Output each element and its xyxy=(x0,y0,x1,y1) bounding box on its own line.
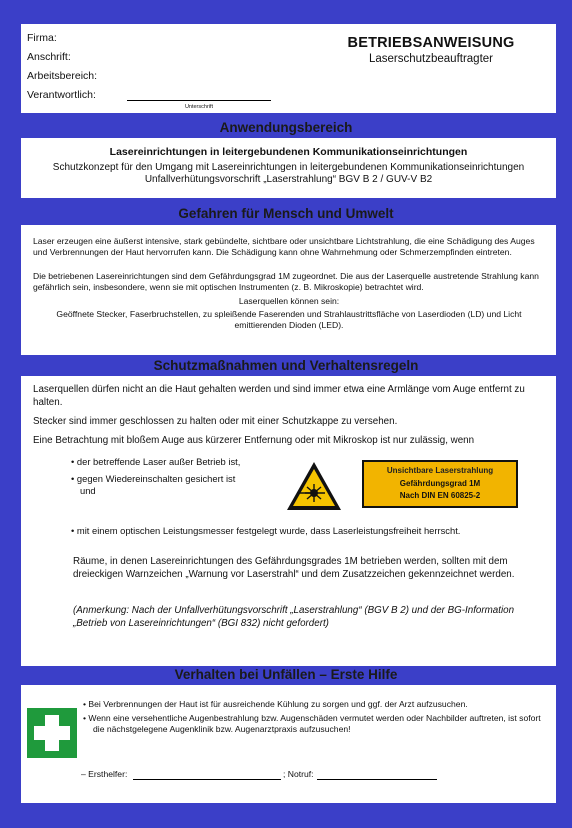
measure-bullet-2-cont: und xyxy=(80,485,96,496)
section-bar-anwendungsbereich: Anwendungsbereich xyxy=(219,120,353,135)
page-subtitle: Laserschutzbeauftragter xyxy=(368,53,494,65)
section-gefahren xyxy=(21,225,556,355)
first-aid-bullet-1: • Bei Verbrennungen der Haut ist für ausreichende Kühlung zu sorgen und ggf. der Arzt aufzusuchen. xyxy=(83,699,468,709)
scope-heading: Lasereinrichtungen in leitergebundenen Kommunikationseinrichtungen xyxy=(109,146,468,158)
arbeitsbereich-label: Arbeitsbereich: xyxy=(27,70,98,82)
measure-text-3: Eine Betrachtung mit bloßem Auge aus kürzerer Entfernung oder mit Mikroskop ist nur zulässig, wenn xyxy=(33,435,475,446)
scope-text xyxy=(31,162,546,186)
laser-warning-triangle-icon xyxy=(285,460,343,512)
laser-supplementary-label xyxy=(362,460,518,508)
scope-text-line1: Schutzkonzept für den Umgang mit Lasereinrichtungen in leitergebundenen Kommunikationseinrichtungen xyxy=(52,162,525,173)
measure-text-2: Stecker sind immer geschlossen zu halten oder mit einer Schutzkappe zu versehen. xyxy=(33,416,398,427)
signature-caption: Unterschrift xyxy=(184,104,214,110)
measure-text-1: Laserquellen dürfen nicht an die Haut gehalten werden und sind immer etwa eine Armlänge vom Auge entfernt zu halten. xyxy=(33,384,525,408)
anschrift-label: Anschrift: xyxy=(27,51,71,63)
section-anwendungsbereich xyxy=(21,138,556,198)
header-box xyxy=(21,24,556,113)
section-erste-hilfe xyxy=(21,685,556,803)
section-bar-schutzmassnahmen: Schutzmaßnahmen und Verhaltensregeln xyxy=(153,358,419,373)
laser-label-line-3: Nach DIN EN 60825-2 xyxy=(399,491,481,500)
hazard-paragraph-1: Laser erzeugen eine äußerst intensive, stark gebündelte, sichtbare oder unsichtbare Lichtstrahlung, die eine Schädigung des Auges und Verbrennungen der Haut hervorrufen kann. Die Schädigung kann ohne Wahrnehmung oder Schmerzempfinden eintreten. xyxy=(33,236,535,257)
measure-bullet-1: • der betreffende Laser außer Betrieb ist, xyxy=(71,456,241,467)
laser-label-line-2: Gefährdungsgrad 1M xyxy=(399,478,481,488)
ersthelfer-line xyxy=(133,779,281,780)
ersthelfer-label: – Ersthelfer: xyxy=(81,769,128,779)
measure-note: (Anmerkung: Nach der Unfallverhütungsvorschrift „Laserstrahlung“ (BGV B 2) und der BG-Information „Betrieb von Lasereinrichtungen“ (BGI 832) nicht gefordert) xyxy=(73,605,515,629)
section-bar-gefahren: Gefahren für Mensch und Umwelt xyxy=(178,206,394,221)
notruf-label: ; Notruf: xyxy=(283,769,314,779)
first-aid-bullet-2: • Wenn eine versehentliche Augenbestrahlung bzw. Augenschäden vermutet werden oder Nachbilder auftreten, ist sofort die nächstgelegene Augenklinik bzw. Augenarztpraxis aufzusuchen! xyxy=(83,713,541,734)
firma-label: Firma: xyxy=(27,32,57,44)
page-title: BETRIEBSANWEISUNG xyxy=(347,35,515,51)
verantwortlich-label: Verantwortlich: xyxy=(27,89,96,101)
measure-text-4: Räume, in denen Lasereinrichtungen des Gefährdungsgrades 1M betrieben werden, sollten mit dem dreieckigen Warnzeichen „Warnung vor Laserstrahl“ und dem Zusatzzeichen gekennzeichnet werden. xyxy=(73,556,515,580)
hazard-sources-heading: Laserquellen können sein: xyxy=(238,296,340,306)
section-bar-erste-hilfe: Verhalten bei Unfällen – Erste Hilfe xyxy=(174,667,398,682)
signature-line xyxy=(127,100,271,101)
section-schutzmassnahmen xyxy=(21,376,556,666)
hazard-sources-list: Geöffnete Stecker, Faserbruchstellen, zu spleißende Faserenden und Strahlaustrittsfläche von Laserdioden (LD) und Licht emittierenden Dioden (LED). xyxy=(56,309,522,330)
measure-bullet-2: • gegen Wiedereinschalten gesichert ist xyxy=(71,473,236,484)
scope-text-line2: Unfallverhütungsvorschrift „Laserstrahlung“ BGV B 2 / GUV-V B2 xyxy=(144,174,433,185)
hazard-paragraph-2: Die betriebenen Lasereinrichtungen sind dem Gefährdungsgrad 1M zugeordnet. Die aus der Laserquelle austretende Strahlung kann gefährlich sein, insbesondere, wenn sie mit optischen Instrumenten (z. B. Mikroskopie) betrachtet wird. xyxy=(33,271,539,292)
notruf-line xyxy=(317,779,437,780)
measure-bullet-3: • mit einem optischen Leistungsmesser festgelegt wurde, dass Laserleistungsfreiheit herrscht. xyxy=(71,525,461,536)
laser-label-line-1: Unsichtbare Laserstrahlung xyxy=(386,466,494,475)
first-aid-cross-icon xyxy=(27,708,77,758)
